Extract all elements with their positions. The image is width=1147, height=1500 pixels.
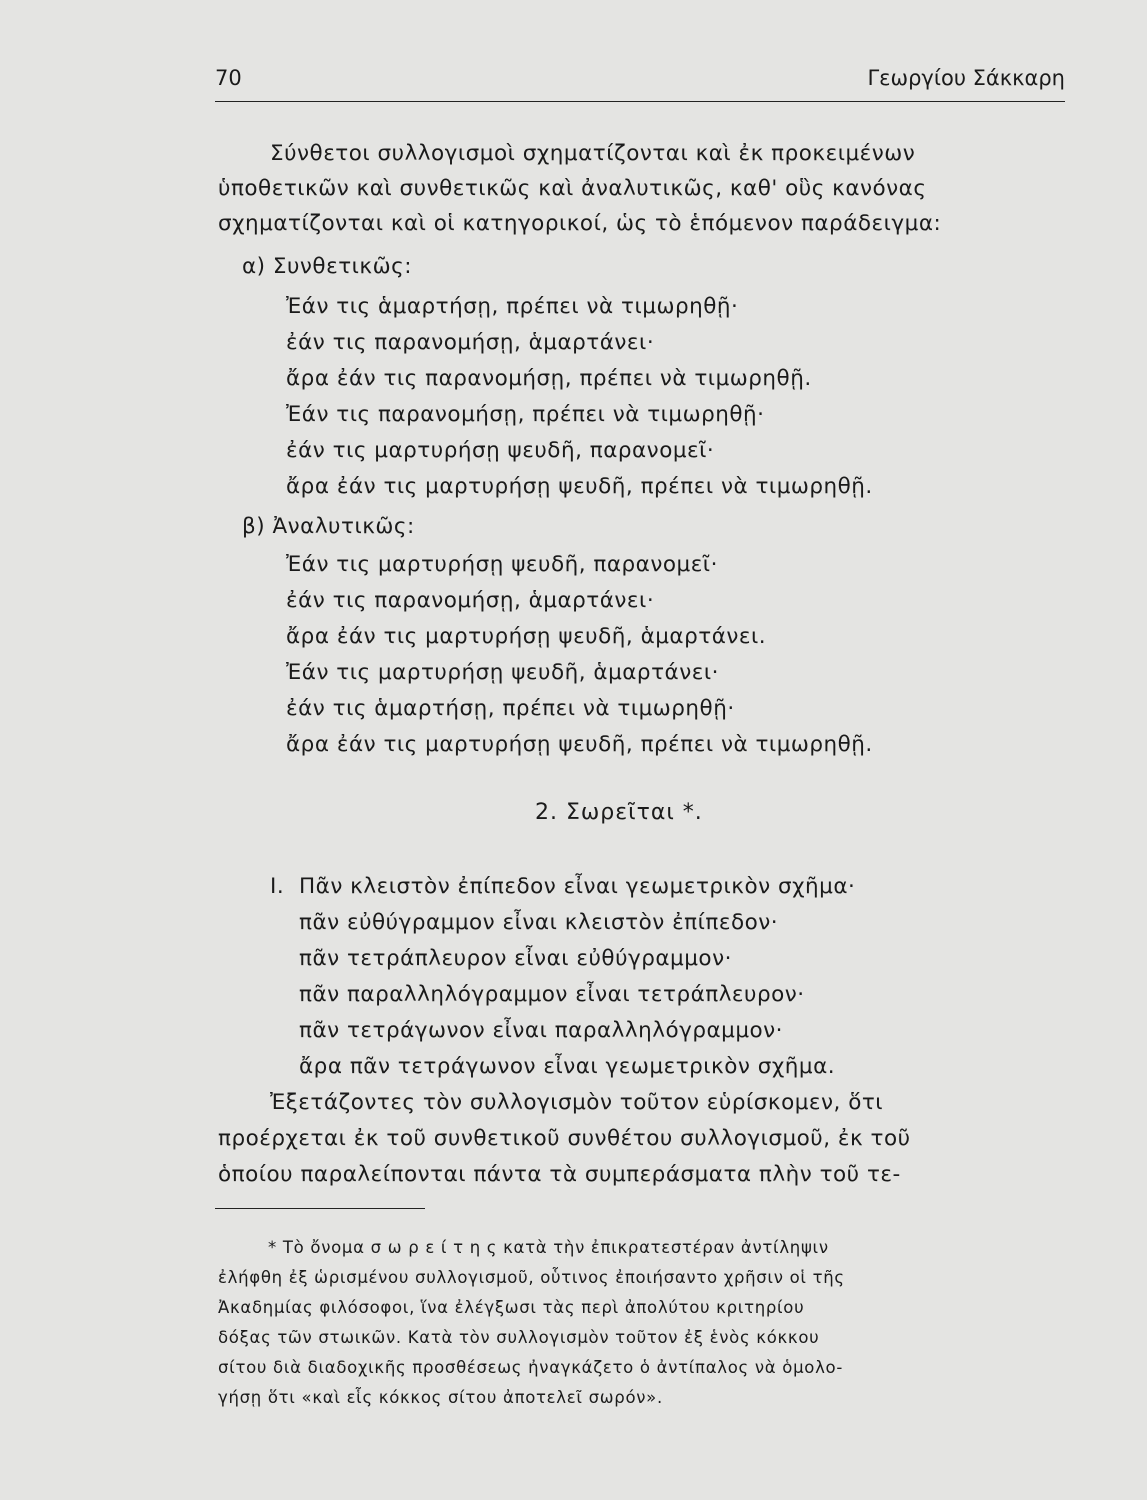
sorites-line: πᾶν παραλληλόγραμμον εἶναι τετράπλευρον·	[299, 982, 805, 1007]
footnote-rule	[215, 1208, 425, 1209]
footnote-line: γήσῃ ὅτι «καὶ εἷς κόκκος σίτου ἀποτελεῖ σωρόν».	[218, 1388, 663, 1407]
sorites-line: πᾶν εὐθύγραμμον εἶναι κλειστὸν ἐπίπεδον·	[299, 910, 779, 935]
sorites-line: πᾶν τετράγωνον εἶναι παραλληλόγραμμον·	[299, 1018, 784, 1043]
intro-line: Σύνθετοι συλλογισμοὶ σχηματίζονται καὶ ἐκ προκειμένων	[270, 141, 916, 166]
syllogism-line: ἄρα ἐάν τις παρανομήσῃ, πρέπει νὰ τιμωρηθῇ.	[286, 366, 812, 391]
syllogism-line: ἄρα ἐάν τις μαρτυρήσῃ ψευδῆ, πρέπει νὰ τιμωρηθῇ.	[286, 732, 873, 757]
sorites-line: πᾶν τετράπλευρον εἶναι εὐθύγραμμον·	[299, 946, 732, 971]
header-rule	[215, 101, 1065, 102]
sorites-line: Πᾶν κλειστὸν ἐπίπεδον εἶναι γεωμετρικὸν σχῆμα·	[299, 874, 856, 899]
footnote-line: Ἀκαδημίας φιλόσοφοι, ἵνα ἐλέγξωσι τὰς περὶ ἀπολύτου κριτηρίου	[218, 1298, 805, 1317]
syllogism-line: Ἐάν τις μαρτυρήσῃ ψευδῆ, ἁμαρτάνει·	[286, 660, 719, 685]
syllogism-line: Ἐάν τις μαρτυρήσῃ ψευδῆ, παρανομεῖ·	[286, 552, 718, 577]
section-heading: 2. Σωρεῖται *.	[535, 800, 703, 825]
section-a-label: α) Συνθετικῶς:	[242, 254, 412, 279]
sorites-line: ἄρα πᾶν τετράγωνον εἶναι γεωμετρικὸν σχῆμα.	[299, 1054, 836, 1079]
footnote-line: σίτου διὰ διαδοχικῆς προσθέσεως ἠναγκάζετο ὁ ἀντίπαλος νὰ ὁμολο-	[218, 1358, 843, 1377]
syllogism-line: ἐάν τις μαρτυρήσῃ ψευδῆ, παρανομεῖ·	[286, 438, 715, 463]
intro-line: σχηματίζονται καὶ οἱ κατηγορικοί, ὡς τὸ ἑπόμενον παράδειγμα:	[218, 211, 942, 236]
section-b-label: β) Ἀναλυτικῶς:	[242, 514, 415, 539]
syllogism-line: ἄρα ἐάν τις μαρτυρήσῃ ψευδῆ, πρέπει νὰ τιμωρηθῇ.	[286, 474, 873, 499]
paragraph-line: Ἐξετάζοντες τὸν συλλογισμὸν τοῦτον εὑρίσκομεν, ὅτι	[270, 1090, 884, 1115]
footnote-line: ἐλήφθη ἐξ ὡρισμένου συλλογισμοῦ, οὗτινος ἐποιήσαντο χρῆσιν οἱ τῆς	[218, 1268, 845, 1287]
paragraph-line: ὁποίου παραλείπονται πάντα τὰ συμπεράσματα πλὴν τοῦ τε-	[218, 1162, 901, 1187]
syllogism-line: ἄρα ἐάν τις μαρτυρήσῃ ψευδῆ, ἁμαρτάνει.	[286, 624, 767, 649]
syllogism-line: ἐάν τις ἁμαρτήσῃ, πρέπει νὰ τιμωρηθῇ·	[286, 696, 735, 721]
sorites-label: I.	[270, 874, 285, 899]
footnote-line: δόξας τῶν στωικῶν. Κατὰ τὸν συλλογισμὸν τοῦτον ἐξ ἑνὸς κόκκου	[218, 1328, 820, 1347]
footnote-line: * Τὸ ὄνομα σ ω ρ ε ί τ η ς κατὰ τὴν ἐπικρατεστέραν ἀντίληψιν	[268, 1238, 829, 1257]
syllogism-line: ἐάν τις παρανομήσῃ, ἁμαρτάνει·	[286, 330, 655, 355]
syllogism-line: Ἐάν τις παρανομήσῃ, πρέπει νὰ τιμωρηθῇ·	[286, 402, 765, 427]
running-head-author: Γεωργίου Σάκκαρη	[867, 66, 1065, 90]
intro-line: ὑποθετικῶν καὶ συνθετικῶς καὶ ἀναλυτικῶς, καθ' οὓς κανόνας	[218, 176, 927, 201]
page-number: 70	[215, 66, 242, 90]
syllogism-line: ἐάν τις παρανομήσῃ, ἁμαρτάνει·	[286, 588, 655, 613]
paragraph-line: προέρχεται ἐκ τοῦ συνθετικοῦ συνθέτου συλλογισμοῦ, ἐκ τοῦ	[218, 1126, 911, 1151]
page-header	[215, 66, 1065, 100]
syllogism-line: Ἐάν τις ἁμαρτήσῃ, πρέπει νὰ τιμωρηθῇ·	[286, 294, 739, 319]
